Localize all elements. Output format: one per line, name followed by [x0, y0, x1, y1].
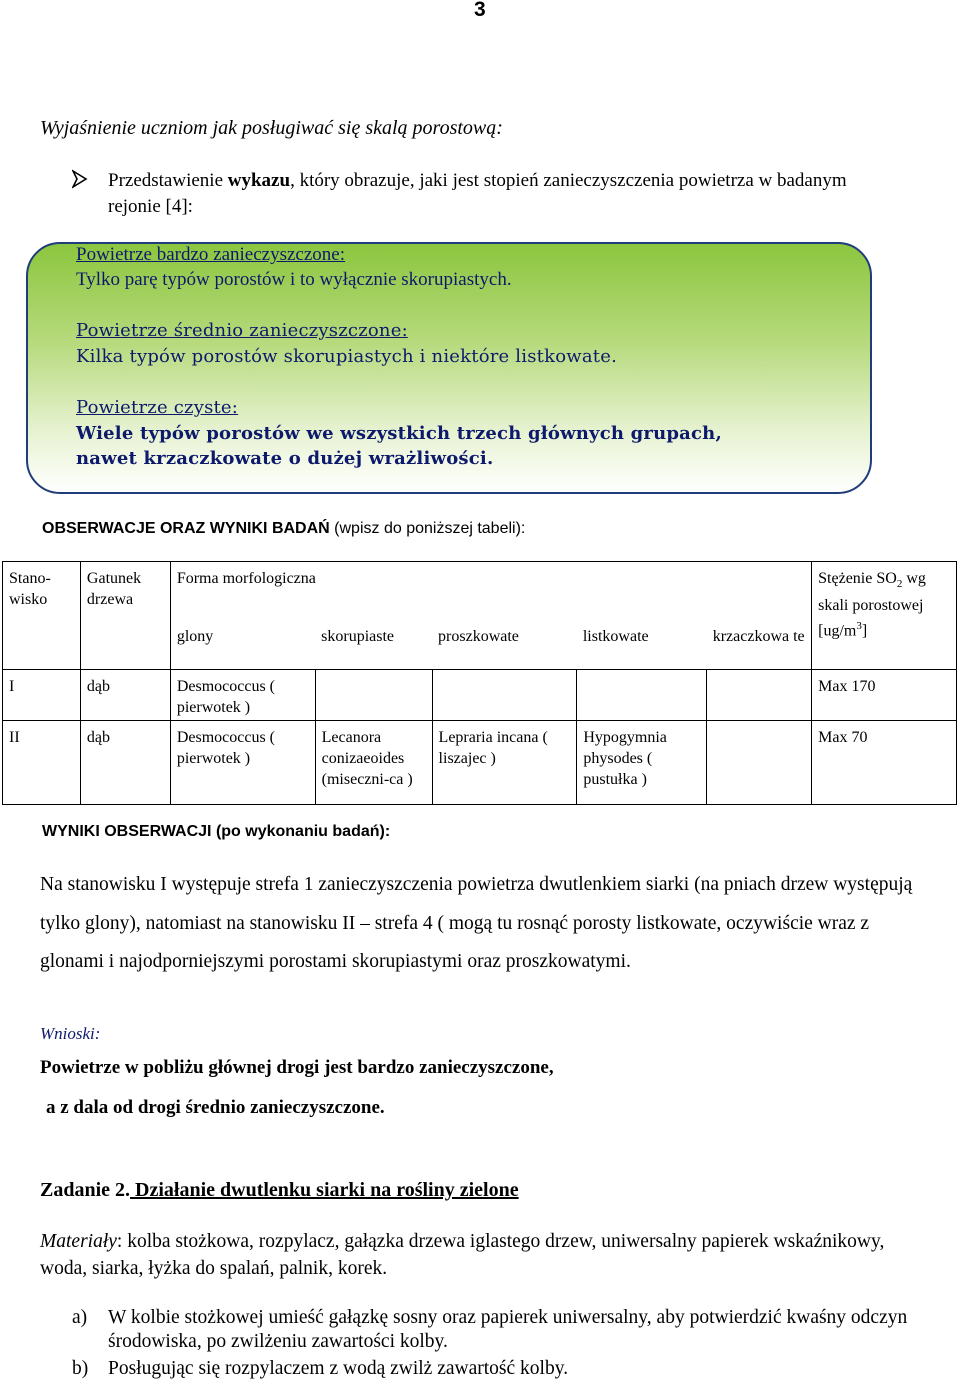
observations-table — [2, 561, 957, 805]
so2-sup: 3 — [856, 620, 862, 633]
bullet-text-bold: wykazu — [227, 170, 291, 191]
intro-title: Wyjaśnienie uczniom jak posługiwać się skalą porostową: — [40, 117, 503, 139]
step-a — [72, 1306, 922, 1354]
materials — [40, 1228, 920, 1282]
observations-heading-rest: (wpisz do poniższej tabeli): — [329, 520, 526, 537]
row2-skorupiaste: Lecanora conizaeoides (miseczni-ca ) — [315, 721, 432, 805]
task2-title — [40, 1179, 519, 1202]
header-so2 — [812, 562, 957, 670]
intro-bullet-text — [108, 168, 902, 220]
bullet-text-pre: Przedstawienie — [108, 170, 228, 191]
intro-bullet — [72, 168, 902, 220]
header-form: Forma morfologiczna — [170, 562, 811, 620]
row1-station: I — [3, 670, 81, 721]
so2-sub: 2 — [896, 578, 903, 591]
subheader-listkowate: listkowate — [577, 620, 707, 670]
bullet-text-post: , który obrazuje, jaki jest stopień zanieczyszczenia powietrza w badanym rejonie [4]: — [108, 170, 847, 217]
task2-title-text: Działanie dwutlenku siarki na rośliny zielone — [130, 1179, 519, 1201]
conclusions-label: Wnioski: — [40, 1024, 101, 1043]
scale-clean-text-line1: Wiele typów porostów we wszystkich trzech głównych grupach, — [76, 423, 722, 444]
so2-pre: Stężenie SO — [818, 570, 897, 587]
header-tree: Gatunek drzewa — [80, 562, 170, 670]
row1-listkowate — [577, 670, 707, 721]
so2-mid: wg skali porostowej [ug/m — [818, 570, 926, 640]
scale-clean-text-line2: nawet krzaczkowate o dużej wrażliwości. — [76, 448, 494, 469]
step-a-letter: a) — [72, 1307, 88, 1328]
row2-tree: dąb — [80, 721, 170, 805]
row2-krzaczkowate — [707, 721, 812, 805]
results-heading: WYNIKI OBSERWACJI (po wykonaniu badań): — [42, 823, 391, 840]
scale-clean-heading: Powietrze czyste: — [76, 397, 239, 418]
table-row — [3, 670, 957, 721]
row1-skorupiaste — [315, 670, 432, 721]
row2-station: II — [3, 721, 81, 805]
arrow-bullet-icon — [72, 169, 88, 189]
conclusion-line1: Powietrze w pobliżu głównej drogi jest bardzo zanieczyszczone, — [40, 1057, 554, 1078]
step-a-text: W kolbie stożkowej umieść gałązkę sosny oraz papierek uniwersalny, aby potwierdzić kwaśny odczyn środowiska, po zwilżeniu zawartości kolby. — [108, 1307, 908, 1352]
subheader-krzaczkowate: krzaczkowa te — [707, 620, 812, 670]
step-b-letter: b) — [72, 1358, 89, 1379]
table-row — [3, 721, 957, 805]
page-number: 3 — [474, 0, 486, 21]
scale-heavy-text: Tylko parę typów porostów i to wyłącznie skorupiastych. — [76, 269, 512, 290]
step-b-text: Posługując się rozpylaczem z wodą zwilż zawartość kolby. — [108, 1358, 569, 1379]
row2-listkowate: Hypogymnia physodes ( pustułka ) — [577, 721, 707, 805]
scale-medium-heading: Powietrze średnio zanieczyszczone: — [76, 320, 408, 341]
task2-prefix: Zadanie 2. — [40, 1179, 131, 1201]
row1-tree: dąb — [80, 670, 170, 721]
header-station: Stano-wisko — [3, 562, 81, 670]
table-header-row — [3, 562, 957, 620]
scale-medium-text: Kilka typów porostów skorupiastych i niektóre listkowate. — [76, 346, 617, 367]
row1-glony: Desmococcus ( pierwotek ) — [170, 670, 315, 721]
so2-post: ] — [861, 622, 868, 640]
subheader-proszkowate: proszkowate — [432, 620, 577, 670]
row2-so2: Max 70 — [812, 721, 957, 805]
conclusion-line2: a z dala od drogi średnio zanieczyszczone. — [46, 1097, 385, 1118]
row2-proszkowate: Lepraria incana ( liszajec ) — [432, 721, 577, 805]
materials-text: : kolba stożkowa, rozpylacz, gałązka drzewa iglastego drzew, uniwersalny papierek wskaźnikowy, woda, siarka, łyżka do spalań, palnik, korek. — [40, 1231, 885, 1279]
results-text: Na stanowisku I występuje strefa 1 zanieczyszczenia powietrza dwutlenkiem siarki (na pniach drzew występują tylko glony), natomiast na stanowisku II – strefa 4 ( mogą tu rosnąć porosty listkowate, oczywiście wraz z glonami i najodporniejszymi porostami skorupiastymi oraz proszkowatymi. — [40, 874, 913, 972]
row1-so2: Max 170 — [812, 670, 957, 721]
materials-label: Materiały — [40, 1231, 117, 1252]
scale-heavy-heading: Powietrze bardzo zanieczyszczone: — [76, 244, 346, 265]
step-b — [72, 1357, 922, 1381]
observations-heading-bold: OBSERWACJE ORAZ WYNIKI BADAŃ — [42, 520, 330, 537]
row1-krzaczkowate — [707, 670, 812, 721]
observations-heading — [42, 520, 525, 538]
row1-proszkowate — [432, 670, 577, 721]
row2-glony: Desmococcus ( pierwotek ) — [170, 721, 315, 805]
subheader-glony: glony — [170, 620, 315, 670]
subheader-skorupiaste: skorupiaste — [315, 620, 432, 670]
